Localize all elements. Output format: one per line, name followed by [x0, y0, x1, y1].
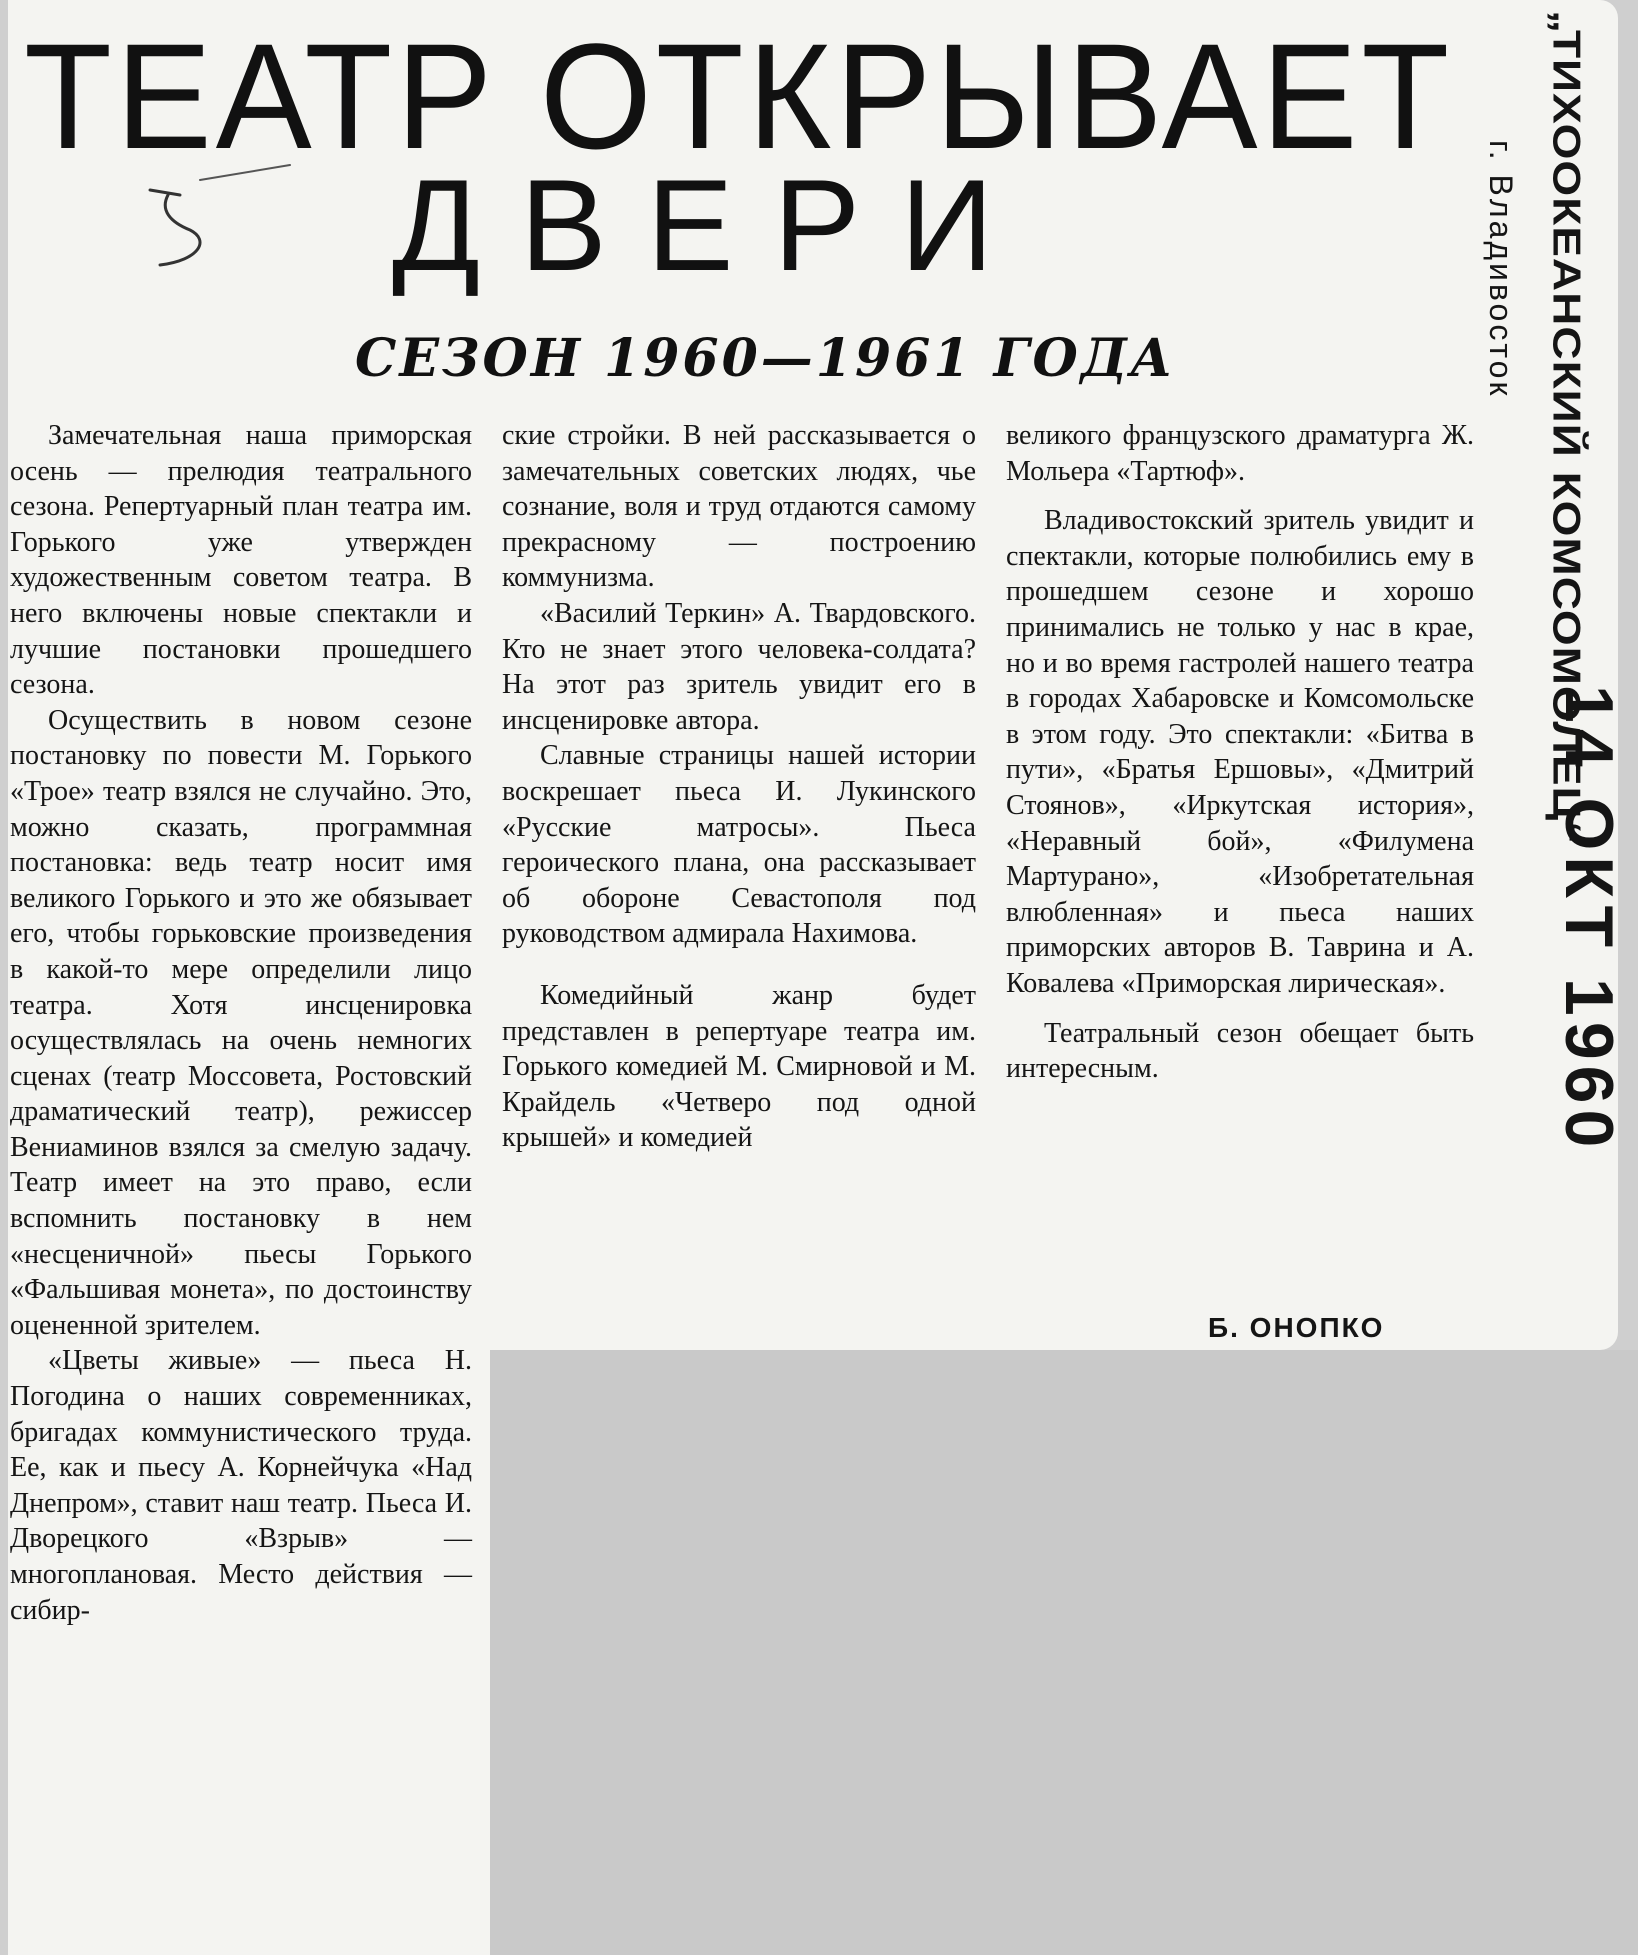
headline-line-2: ДВЕРИ [392, 152, 1034, 298]
headline-line-1: ТЕАТР ОТКРЫВАЕТ [24, 12, 1454, 180]
background-board [490, 1350, 1638, 1955]
paragraph: «Василий Теркин» А. Твардовского. Кто не знает этого человека-солдата? На этот раз зритель увидит его в инсценировке автора. [502, 597, 976, 736]
paragraph: Комедийный жанр будет представлен в репертуаре театра им. Горького комедией М. Смирновой и М. Крайдель «Четверо под одной крышей» и комедией [502, 979, 976, 1154]
article-column-1 [10, 418, 472, 1628]
date-stamp: 14 ОКТ 1960 [1551, 685, 1627, 1154]
paragraph: Замечательная наша приморская осень — прелюдия театрального сезона. Репертуарный план театра им. Горького уже утвержден художественным советом театра. В него включены новые спектакли и лучшие постановки прошедшего сезона. [10, 420, 472, 701]
paragraph: Театральный сезон обещает быть интересным. [1006, 1017, 1474, 1085]
paragraph: Осуществить в новом сезоне постановку по повести М. Горького «Трое» театр взялся не случайно. Это, можно сказать, программная постановка: ведь театр носит имя великого Горького и это же обязывает его, чтобы горьковские произведения в какой-то мере определили лицо театра. Хотя инсценировка осуществлялась на очень немногих сценах (театр Моссовета, Ростовский драматический театр), режиссер Вениаминов взялся за смелую задачу. Театр имеет на это право, если вспомнить постановку в нем «несценичной» пьесы Горького «Фальшивая монета», по достоинству оцененной зрителем. [10, 704, 472, 1341]
author-signature: Б. ОНОПКО [1208, 1312, 1385, 1343]
paragraph: «Цветы живые» — пьеса Н. Погодина о наших современниках, бригадах коммунистического труда. Ее, как и пьесу А. Корнейчука «Над Днепром», ставит наш театр. Пьеса И. Дворецкого «Взрыв» — многоплановая. Место действия — сибир- [10, 1345, 472, 1626]
paragraph: ские стройки. В ней рассказывается о замечательных советских людях, чье сознание, воля и труд отдаются самому прекрасному — построению коммунизма. [502, 420, 976, 594]
paragraph: великого французского драматурга Ж. Мольера «Тартюф». [1006, 420, 1474, 487]
paragraph: Славные страницы нашей истории воскрешает пьеса И. Лукинского «Русские матросы». Пьеса героического плана, она рассказывает об обороне Севастополя под руководством адмирала Нахимова. [502, 740, 976, 950]
article-column-2 [502, 418, 976, 1156]
newspaper-masthead: „ТИХООКЕАНСКИЙ КОМСОМОЛЕЦ“ [1544, 10, 1590, 846]
paragraph: Владивостокский зритель увидит и спектакли, которые полюбились ему в прошедшем сезоне и хорошо принимались не только у нас в крае, но и во время гастролей нашего театра в городах Хабаровске и Комсомольске в этом году. Это спектакли: «Битва в пути», «Братья Ершовы», «Дмитрий Стоянов», «Иркутская история», «Неравный бой», «Филумена Мартурано», «Изобретательная влюбленная» и пьеса наших приморских авторов В. Таврина и А. Ковалева «Приморская лирическая». [1006, 505, 1474, 999]
subheadline: СЕЗОН 1960—1961 ГОДА [355, 328, 1176, 389]
handwritten-mark-icon [140, 150, 300, 270]
city-label: г. Владивосток [1483, 140, 1519, 399]
article-column-3 [1006, 418, 1474, 1087]
